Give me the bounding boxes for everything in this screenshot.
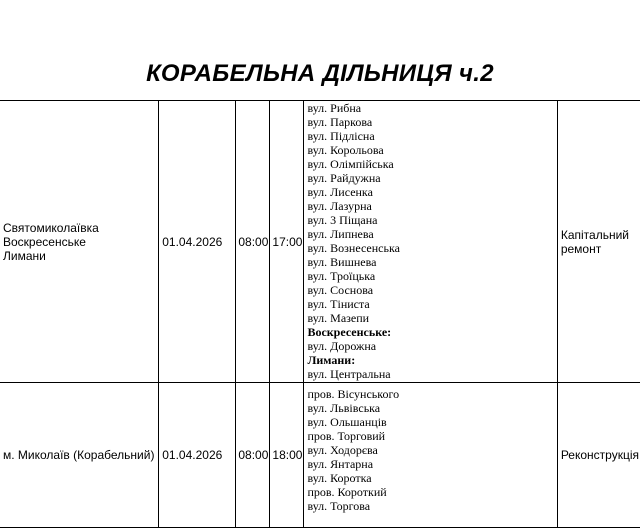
work-type-line: Капітальний [560, 227, 629, 242]
location-cell [0, 101, 159, 383]
time-to-cell: 18:00 [270, 383, 304, 528]
location-line: Воскресенське [3, 234, 86, 249]
street-item: вул. Підлісна [307, 129, 375, 143]
table-row [0, 101, 640, 383]
street-item: вул. Вознесенська [307, 241, 400, 255]
street-item: вул. Лисенка [307, 185, 373, 199]
location-line: м. Миколаїв (Корабельний) [3, 448, 155, 462]
work-type-cell [557, 101, 640, 383]
street-item: вул. Мазепи [307, 311, 370, 325]
street-item: вул. Ольшанців [307, 415, 387, 429]
street-item: вул. Олімпійська [307, 157, 394, 171]
table-row [0, 383, 640, 528]
street-item: вул. Рибна [307, 101, 362, 115]
time-from-cell: 08:00 [236, 101, 270, 383]
street-item: вул. Лазурна [307, 199, 372, 213]
street-item: вул. Соснова [307, 283, 374, 297]
street-item: вул. Райдужна [307, 171, 381, 185]
settlement-heading: Воскресенське: [307, 325, 392, 339]
street-item: вул. Дорожна [307, 339, 377, 353]
work-type-line: ремонт [560, 241, 602, 256]
streets-cell [304, 383, 557, 528]
street-item: пров. Вісунського [307, 387, 400, 401]
street-item: вул. Вишнева [307, 255, 377, 269]
street-item: вул. Центральна [307, 367, 391, 381]
time-to-cell: 17:00 [270, 101, 304, 383]
street-item: пров. Короткий [307, 485, 387, 499]
settlement-heading: Лимани: [307, 353, 356, 367]
street-item: вул. Ходорєва [307, 443, 378, 457]
street-item: вул. Львівська [307, 401, 381, 415]
street-item: вул. Коротка [307, 471, 372, 485]
street-item: вул. Паркова [307, 115, 373, 129]
date-cell: 01.04.2026 [159, 383, 236, 528]
street-item: вул. Янтарна [307, 457, 374, 471]
street-item: вул. Торгова [307, 499, 371, 513]
street-item: пров. Торговий [307, 429, 386, 443]
street-item: вул. Липнева [307, 227, 374, 241]
location-line: Святомиколаївка [3, 220, 99, 235]
location-cell [0, 383, 159, 528]
time-from-cell: 08:00 [236, 383, 270, 528]
page-title: КОРАБЕЛЬНА ДІЛЬНИЦЯ ч.2 [146, 60, 494, 87]
street-item: вул. 3 Піщана [307, 213, 378, 227]
location-line: Лимани [3, 248, 46, 263]
street-item: вул. Троїцька [307, 269, 376, 283]
date-cell: 01.04.2026 [159, 101, 236, 383]
streets-cell [304, 101, 557, 383]
work-type-cell [557, 383, 640, 528]
outage-schedule-table [0, 100, 640, 528]
street-item: вул. Корольова [307, 143, 384, 157]
street-item: вул. Тіниста [307, 297, 370, 311]
work-type-line: Реконструкція [560, 448, 639, 462]
